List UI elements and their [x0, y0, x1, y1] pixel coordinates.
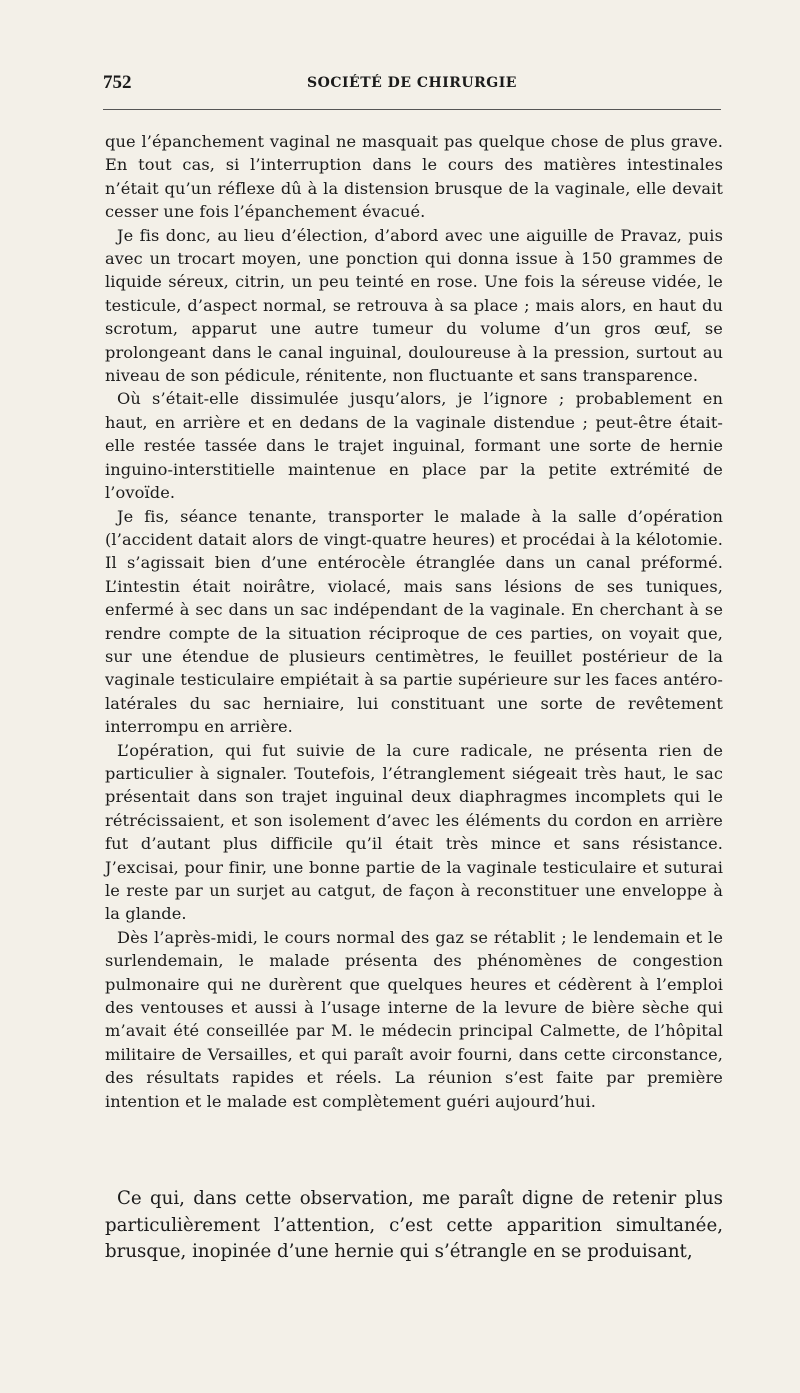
- paragraph-1: que l’épanchement vaginal ne masquait pas quelque chose de plus grave. En tout cas, si l’interruption dans le cours des matières intestinales n’était qu’un réflexe dû à la distension brusque de la vaginale, elle devait cesser une fois l’épanchement évacué.: [105, 132, 723, 222]
- paragraph-4: Je fis, séance tenante, transporter le malade à la salle d’opération (l’accident datait alors de vingt-quatre heures) et procédai à la kélotomie. Il s’agissait bien d’une entérocèle étranglée dans un canal préformé. L’intestin était noirâtre, violacé, mais sans lésions de ses tuniques, enfermé à sec dans un sac indépendant de la vaginale. En cherchant à se rendre compte de la situation réciproque de ces parties, on voyait que, sur une étendue de plusieurs centimètres, le feuillet postérieur de la vaginale testiculaire empiétait à sa partie supérieure sur les faces antéro-latérales du sac herniaire, lui constituant une sorte de revêtement interrompu en arrière.: [105, 506, 723, 737]
- page-number: 752: [103, 72, 132, 93]
- running-head: SOCIÉTÉ DE CHIRURGIE: [307, 75, 517, 91]
- body-text: [105, 130, 723, 1113]
- page-header: [103, 72, 721, 96]
- closing-paragraph: Ce qui, dans cette observation, me paraît digne de retenir plus particulièrement l’attention, c’est cette apparition simultanée, brusque, inopinée d’une hernie qui s’étrangle en se produisant,: [105, 1188, 723, 1262]
- paragraph-3: Où s’était-elle dissimulée jusqu’alors, je l’ignore ; probablement en haut, en arrière et en dedans de la vaginale distendue ; peut-être était-elle restée tassée dans le trajet inguinal, formant une sorte de hernie inguino-interstitielle maintenue en place par la petite extrémité de l’ovoïde.: [105, 389, 723, 503]
- closing-text: [105, 1186, 723, 1266]
- paragraph-6: Dès l’après-midi, le cours normal des gaz se rétablit ; le lendemain et le surlendemain, le malade présenta des phénomènes de congestion pulmonaire qui ne durèrent que quelques heures et cédèrent à l’emploi des ventouses et aussi à l’usage interne de la levure de bière sèche qui m’avait été conseillée par M. le médecin principal Calmette, de l’hôpital militaire de Versailles, et qui paraît avoir fourni, dans cette circonstance, des résultats rapides et réels. La réunion s’est faite par première intention et le malade est complètement guéri aujourd’hui.: [105, 927, 723, 1111]
- paragraph-5: L’opération, qui fut suivie de la cure radicale, ne présenta rien de particulier à signaler. Toutefois, l’étranglement siégeait très haut, le sac présentait dans son trajet inguinal deux diaphragmes incomplets qui le rétrécissaient, et son isolement d’avec les éléments du cordon en arrière fut d’autant plus difficile qu’il était très mince et sans résistance. J’excisai, pour finir, une bonne partie de la vaginale testiculaire et suturai le reste par un surjet au catgut, de façon à reconstituer une enveloppe à la glande.: [105, 740, 723, 924]
- header-rule: [103, 109, 721, 110]
- paragraph-2: Je fis donc, au lieu d’élection, d’abord avec une aiguille de Pravaz, puis avec un trocart moyen, une ponction qui donna issue à 150 grammes de liquide séreux, citrin, un peu teinté en rose. Une fois la séreuse vidée, le testicule, d’aspect normal, se retrouva à sa place ; mais alors, en haut du scrotum, apparut une autre tumeur du volume d’un gros œuf, se prolongeant dans le canal inguinal, douloureuse à la pression, surtout au niveau de son pédicule, rénitente, non fluctuante et sans transparence.: [105, 225, 723, 386]
